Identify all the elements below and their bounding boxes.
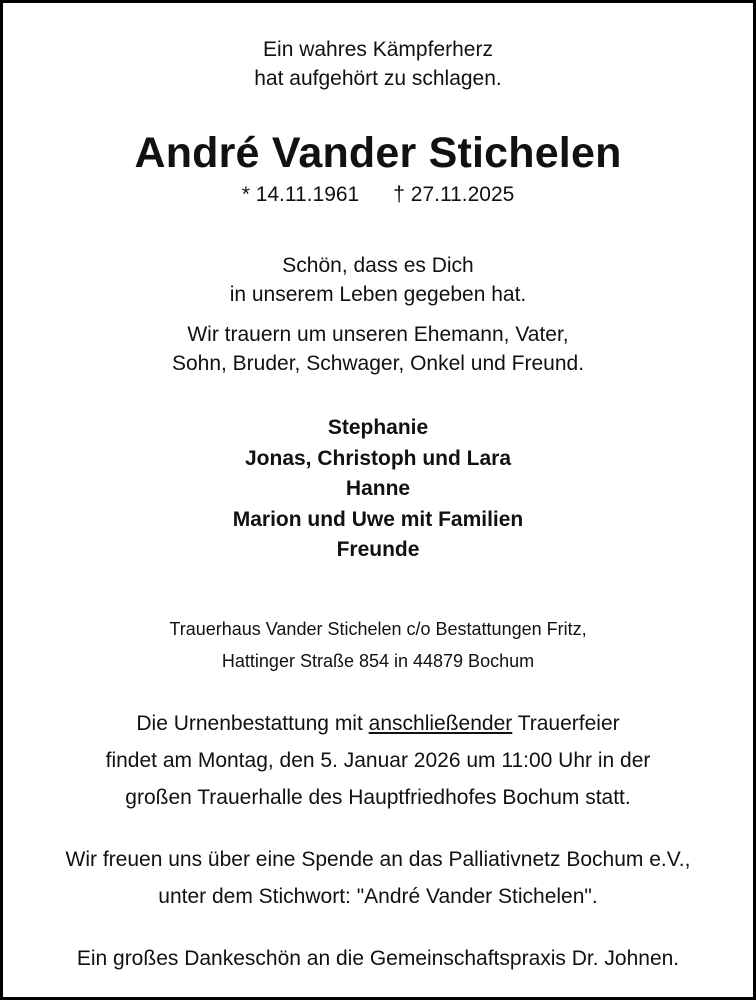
intro-line-1: Ein wahres Kämpferherz — [263, 38, 493, 61]
death-date: † 27.11.2025 — [393, 183, 515, 206]
donation-line-1: Wir freuen uns über eine Spende an das Palliativnetz Bochum e.V., — [65, 848, 691, 871]
burial-line-1-start: Die Urnenbestattung mit — [136, 712, 369, 735]
mourning-house-address — [3, 613, 753, 677]
family-member: Jonas, Christoph und Lara — [244, 446, 512, 470]
burial-line-3: großen Trauerhalle des Hauptfriedhofes Bochum statt. — [125, 786, 631, 809]
burial-line-1 — [3, 705, 753, 742]
mourning-house-line-2: Hattinger Straße 854 in 44879 Bochum — [221, 651, 535, 671]
family-member: Freunde — [336, 538, 420, 561]
mourning-line-1: Wir trauern um unseren Ehemann, Vater, — [187, 323, 569, 346]
burial-line-1-end: Trauerfeier — [512, 712, 620, 735]
family-member: Hanne — [345, 477, 411, 500]
donation-line-2: unter dem Stichwort: "André Vander Stichelen". — [158, 885, 598, 908]
mourning-house-line-1: Trauerhaus Vander Stichelen c/o Bestattungen Fritz, — [169, 619, 587, 639]
donation-notice — [3, 841, 753, 915]
mourning-statement — [3, 320, 753, 378]
quote-line-2: in unserem Leben gegeben hat. — [229, 283, 527, 306]
birth-date: * 14.11.1961 — [241, 183, 360, 206]
thanks-line: Ein großes Dankeschön an die Gemeinschaftspraxis Dr. Johnen. — [76, 947, 680, 970]
quote-line-1: Schön, dass es Dich — [282, 254, 474, 277]
life-dates — [3, 180, 753, 210]
intro-line-2: hat aufgehört zu schlagen. — [254, 67, 502, 90]
family-member: Marion und Uwe mit Familien — [232, 507, 524, 531]
deceased-name: André Vander Stichelen — [134, 129, 622, 177]
mourning-line-2: Sohn, Bruder, Schwager, Onkel und Freund. — [171, 352, 585, 375]
burial-line-2: findet am Montag, den 5. Januar 2026 um 11:00 Uhr in der — [105, 749, 651, 772]
memorial-quote — [3, 251, 753, 309]
family-list — [3, 413, 753, 566]
thanks-note — [3, 940, 753, 977]
burial-notice — [3, 705, 753, 816]
family-member: Stephanie — [327, 416, 429, 439]
intro-verse — [3, 35, 753, 93]
burial-underlined-word: anschließender — [368, 712, 513, 735]
